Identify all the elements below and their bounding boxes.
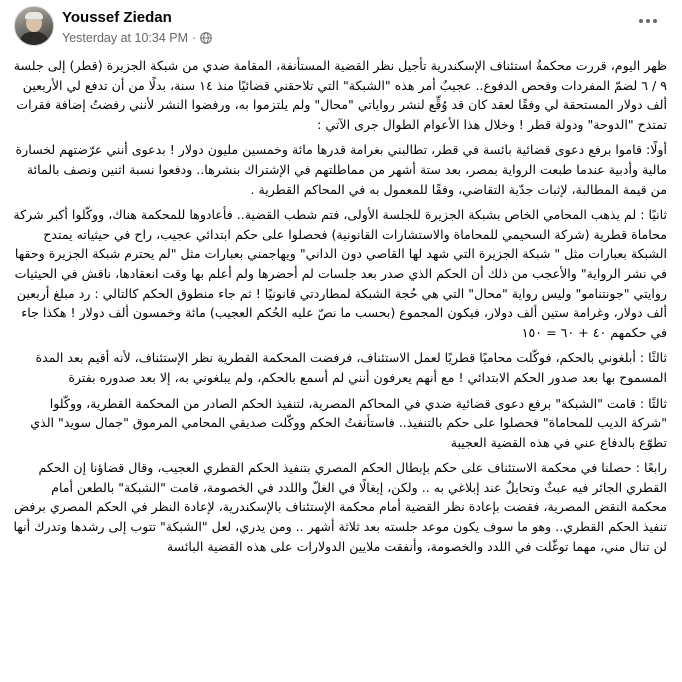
paragraph-first: أولًا: قاموا برفع دعوى قضائية بائسة في قطر، تطالبني بغرامة قدرها مائة وخمسين مليون دولار ! بدعوى أنني عرّضتهم لخسارة مالية وأدبية عندما طبعت الرواية بمصر، بعد ستة أشهر من مماطلتهم في الإشتراك بنشرها.. ودفعوا نسبة اثنين ونصف بالمائة من قيمة المطالبة، لإثبات جدّية التقاضي، وفقًا للمعمول به في المحاكم القطرية . xyxy=(15,142,667,197)
author-name[interactable]: Youssef Ziedan xyxy=(62,9,172,26)
paragraph-intro: ظهر اليوم، قررت محكمةُ استئناف الإسكندرية تأجيل نظر القضية المستأنفة، المقامة ضدي من شبكة الجزيرة (قطر) إلى جلسة ٩ / ٦ لضمّ المفردات وفحص الدفوع.. عجيبٌ أمر هذه "الشبكة" التي تلاحقني قضائيًا منذ ١٤ سنة، بدلًا من أن تدفع لي الأربعين ألف دولار المستحقة لي وفقًا لعقد كان قد وُقِّع لنشر رواياتي "محال" ولم يلتزموا به، ورفضوا النشر لأنني رفضتُ إضافة فقرات تمتدح "الدوحة" ودولة قطر ! وخلال هذا الأعوام الطوال جرى الآتي : xyxy=(13,58,667,132)
paragraph-second: ثانيًا : لم يذهب المحامي الخاص بشبكة الجزيرة للجلسة الأولى، فتم شطب القضية.. فأعادوها للمحكمة هناك، ووكّلوا أكبر شركة محاماة قطرية (شركة السحيمي للمحاماة والاستشارات القانونية) فحصلوا على حكم ابتدائي عجيب، راح في حيثياته يمتدح الشبكة بعبارات مثل " شبكة الجزيرة التي شهد لها القاصي دون الداني" ويهاجمني بعبارات مثل "لم يحترم شبكة الجزيرة وحقها في نشر الرواية" والأعجب من ذلك أن الحكم الذي صدر بعد جلسات لم أحضرها ولم أعلم بها وقت انعقادها، ناقش في الحيثيات روايتي "جونتنامو" وليس رواية "محال" التي هي حُجة الشبكة لمطاردتي قانونيًا ! ثم جاء منطوق الحكم كالتالي : رد مبلغ أربعين ألف دولار، وغرامة ستين ألف دولار، فيكون المجموع (بحسب ما نصّ عليه الحُكم العجيب) مائة وخمسون ألف دولار ! هكذا جاء في حكمهم ٤٠ + ٦٠ = ١٥٠ xyxy=(13,207,667,340)
post-header xyxy=(0,0,682,60)
globe-icon xyxy=(200,32,212,44)
avatar[interactable] xyxy=(14,6,54,46)
meta-separator: · xyxy=(192,31,197,45)
post-timestamp[interactable]: Yesterday at 10:34 PM xyxy=(62,31,189,45)
paragraph-third-b: ثالثًا : قامت "الشبكة" برفع دعوى قضائية ضدي في المحاكم المصرية، لتنفيذ الحكم الصادر من المحكمة القطرية، ووكّلوا "شركة الديب للمحاماة" فحصلوا على حكم بالتنفيذ.. فاستأنفتُ الحكم ووكّلت صديقي المحامي المرموق "جمال سويد" الذي تطوّع بالدفاع عني في هذه القضية العجيبة xyxy=(30,395,667,450)
post-body xyxy=(12,56,667,562)
paragraph-third: ثالثًا : أبلغوني بالحكم، فوكّلت محاميًا قطريًا لعمل الاستئناف، فرفضت المحكمة القطرية نظر الإستئناف، لأنه أقيم بعد المدة المسموح بها بعد صدور الحكم الابتدائي ! مع أنهم يعرفون أنني لم أسمع بالحكم، ولم يبلغوني به، إلا بعد صدوره بفترة xyxy=(35,350,667,385)
paragraph-fourth: رابعًا : حصلنا في محكمة الاستئناف على حكم بإبطال الحكم المصري بتنفيذ الحكم القطري العجيب، وقال قضاؤنا إن الحكم القطري الجائر فيه عبثٌ وتحايلٌ عند إبلاغي به .. ولكن، إيغالًا في الغلّ واللدد في الخصومة، قامت "الشبكة" بالطعن أمام محكمة النقض المصرية، فقضت بإعادة نظر القضية أمام محكمة الإستئناف بالإسكندرية، لإعادة النظر في الحكم المصري برفض تنفيذ الحكم القطري.. وهو ما سوف يكون موعد جلسته بعد ثلاثة أشهر .. ومن يدري، لعل "الشبكة" تتوب إلى رشدها وتدرك أنها لن تنال مني، مهما توغّلت في اللدد والخصومة، وأنفقت ملايين الدولارات على هذه القضية البائسة xyxy=(13,460,667,554)
post-meta xyxy=(62,31,212,45)
more-options-icon[interactable] xyxy=(636,14,660,28)
